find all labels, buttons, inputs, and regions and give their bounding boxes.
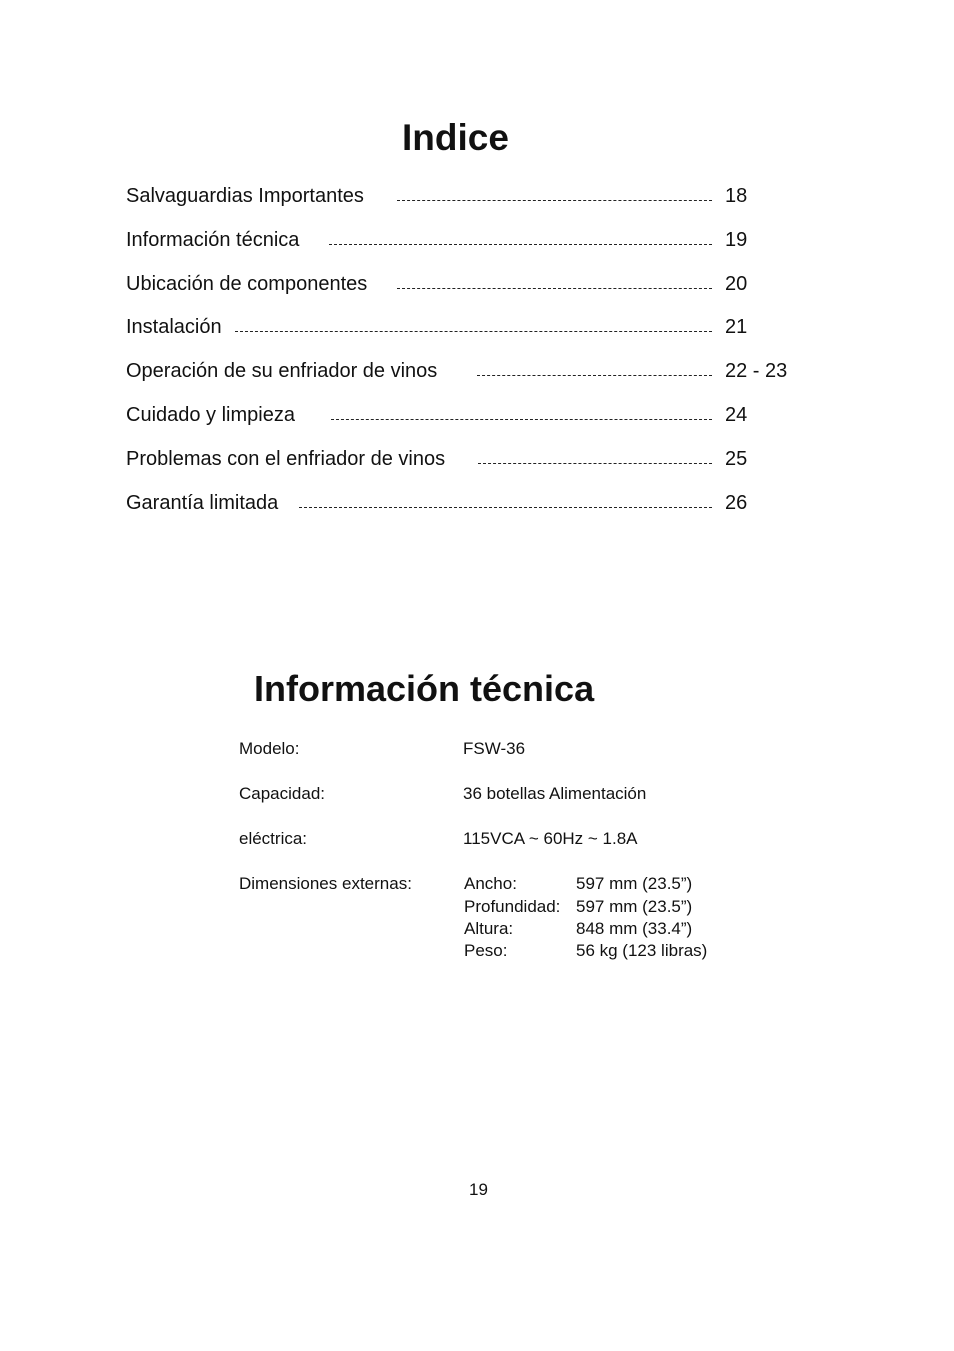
toc-entry-page: 20 (725, 273, 748, 295)
toc-entry-label: Garantía limitada (126, 492, 279, 514)
toc-dotted-leader (477, 375, 712, 376)
toc-entry-label: Problemas con el enfriador de vinos (126, 448, 446, 470)
toc-entry (126, 271, 826, 297)
toc-entry-page: 22 - 23 (725, 360, 788, 382)
dimension-value: 848 mm (33.4”) (576, 919, 693, 938)
dimension-value: 56 kg (123 libras) (576, 941, 708, 960)
toc-entry (126, 490, 826, 516)
toc-entry (126, 183, 826, 209)
toc-entry (126, 358, 826, 384)
dimension-key: Profundidad: (464, 897, 561, 916)
toc-entry-label: Operación de su enfriador de vinos (126, 360, 438, 382)
dimension-key: Ancho: (464, 874, 517, 893)
capacity-label: Capacidad: (239, 784, 326, 803)
toc-dotted-leader (299, 507, 712, 508)
dimensions-label: Dimensiones externas: (239, 874, 412, 893)
toc-entry-page: 24 (725, 404, 748, 426)
toc-entry-label: Ubicación de componentes (126, 273, 368, 295)
technical-info-title: Información técnica (254, 668, 595, 709)
toc-dotted-leader (331, 419, 712, 420)
toc-entry (126, 314, 826, 340)
dimension-key: Peso: (464, 941, 508, 960)
toc-dotted-leader (397, 200, 712, 201)
dimension-value: 597 mm (23.5”) (576, 874, 693, 893)
toc-dotted-leader (235, 331, 712, 332)
toc-entry-label: Instalación (126, 316, 222, 338)
electric-label: eléctrica: (239, 829, 308, 848)
toc-entry-page: 18 (725, 185, 748, 207)
toc-entry-label: Salvaguardias Importantes (126, 185, 364, 207)
toc-entry-page: 26 (725, 492, 748, 514)
toc-entry-label: Cuidado y limpieza (126, 404, 295, 426)
dimension-key: Altura: (464, 919, 514, 938)
toc-entry-page: 25 (725, 448, 748, 470)
page-number: 19 (469, 1180, 488, 1199)
index-title: Indice (402, 117, 509, 158)
toc-dotted-leader (478, 463, 712, 464)
toc-entry-page: 21 (725, 316, 748, 338)
toc-entry-page: 19 (725, 229, 748, 251)
model-value: FSW-36 (463, 739, 526, 758)
electric-value: 115VCA ~ 60Hz ~ 1.8A (463, 829, 638, 848)
toc-entry (126, 227, 826, 253)
model-label: Modelo: (239, 739, 300, 758)
capacity-value: 36 botellas Alimentación (463, 784, 647, 803)
toc-entry-label: Información técnica (126, 229, 300, 251)
toc-entry (126, 446, 826, 472)
toc-dotted-leader (329, 244, 712, 245)
toc-dotted-leader (397, 288, 712, 289)
toc-entry (126, 402, 826, 428)
dimension-value: 597 mm (23.5”) (576, 897, 693, 916)
